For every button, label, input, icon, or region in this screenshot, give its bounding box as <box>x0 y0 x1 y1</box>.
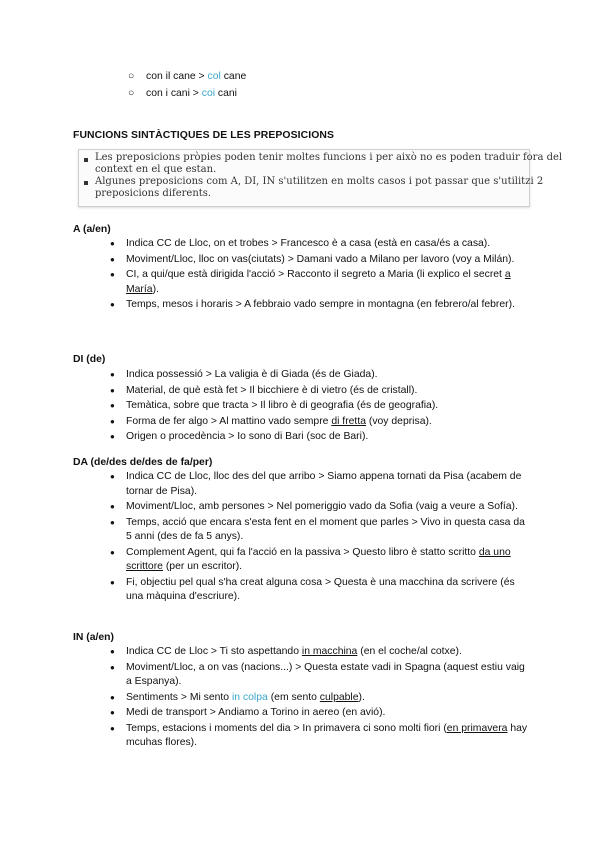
list-item-text: Temps, estacions i moments del dia > In primavera ci sono molti fiori ( <box>126 722 447 734</box>
square-bullet-icon <box>84 181 88 185</box>
list-item-text: Forma de fer algo > Al mattino vado sempre <box>126 415 332 427</box>
list-item-text: da uno scrittore <box>126 546 511 572</box>
section-title: FUNCIONS SINTÀCTIQUES DE LES PREPOSICIONS <box>73 130 335 141</box>
list-item-text: ). <box>358 691 365 703</box>
list-item-text: Temps, mesos i horaris > A febbraio vado sempre in montagna (en febrero/al febrer). <box>126 299 515 310</box>
list-item-text: Indica possessió > La valigia è di Giada (és de Giada). <box>126 369 378 380</box>
list-item-text: CI, a qui/que està dirigida l'acció > Racconto il segreto a Maria (li explico el secret <box>126 269 505 280</box>
list-item <box>110 706 530 721</box>
list-item-text: en primavera <box>446 722 508 734</box>
list-item-text: Moviment/Lloc, amb persones > Nel pomeriggio vado da Sofia (vaig a veure a Sofía). <box>126 501 518 512</box>
list-item-text: Moviment/Lloc, lloc on vas(ciutats) > Damani vado a Milano per lavoro (voy a Milán). <box>126 253 515 265</box>
note-line: context en el que estan. <box>95 164 217 175</box>
list-item-text: Sentiments > Mi sento <box>126 691 232 703</box>
list-item <box>110 399 530 414</box>
list-item-text: Medi de transport > Andiamo a Torino in aereo (en avió). <box>126 707 386 718</box>
group-heading: A (a/en) <box>73 224 111 235</box>
list-item-text: Moviment/Lloc, a on vas (nacions...) > Questa estate vadi in Spagna (aquest estiu vaig a Espanya). <box>126 661 525 687</box>
list-item-text: (en el coche/al cotxe). <box>357 646 462 657</box>
hollow-bullet-icon: ○ <box>128 88 135 99</box>
list-item-text: Material, de què està fet > Il bicchiere è di vietro (és de cristall). <box>126 384 418 396</box>
group-list <box>110 470 530 606</box>
group-list <box>110 645 530 752</box>
list-item <box>110 268 530 297</box>
group-heading: DI (de) <box>73 354 106 365</box>
list-item <box>110 516 530 545</box>
list-item-text: (voy deprisa). <box>365 415 432 427</box>
list-item-text: (em sento <box>267 691 320 703</box>
list-item-text: Fi, objectiu pel qual s'ha creat alguna cosa > Questa è una macchina da scrivere (és una màquina d'escriure). <box>126 576 515 602</box>
note-line: Les preposicions pròpies poden tenir moltes funcions i per això no es poden traduir fora del <box>95 152 563 163</box>
list-item-text: hay mcuhas flores). <box>126 722 528 748</box>
square-bullet-icon <box>84 158 88 162</box>
list-item-text: ). <box>152 283 159 295</box>
list-item-text: in colpa <box>231 691 268 703</box>
list-item <box>110 645 530 660</box>
group-heading: IN (a/en) <box>73 632 114 643</box>
list-item <box>110 415 530 430</box>
list-item <box>110 661 530 690</box>
list-item <box>110 546 530 575</box>
list-item-text: Temàtica, sobre que tracta > Il libro è di geografia (és de geografia). <box>126 400 439 411</box>
list-item <box>110 384 530 399</box>
list-item <box>110 722 530 751</box>
list-item-text: Complement Agent, qui fa l'acció en la passiva > Questo libro è statto scritto <box>126 546 479 558</box>
list-item <box>110 368 530 383</box>
list-item <box>110 691 530 706</box>
list-item-text: a María <box>126 269 511 295</box>
pasted-note-image <box>78 149 563 207</box>
note-line: preposicions diferents. <box>95 188 212 199</box>
hollow-bullet-icon: ○ <box>128 71 135 82</box>
list-item-text: di fretta <box>331 415 366 427</box>
list-item-text: Indica CC de Lloc > Ti sto aspettando <box>126 646 302 657</box>
group-heading: DA (de/des de/des de fa/per) <box>73 457 213 468</box>
list-item-text: Origen o procedència > Io sono di Bari (soc de Bari). <box>126 431 369 442</box>
note-line: Algunes preposicions com A, DI, IN s'utilitzen en molts casos i pot passar que s'utilitzi 2 <box>95 176 544 187</box>
circle-list-item: ○ con il cane > col cane <box>128 71 247 82</box>
list-item <box>110 500 530 515</box>
list-item-text: Indica CC de Lloc, lloc des del que arribo > Siamo appena tornati da Pisa (acabem de tornar de Pisa). <box>126 471 522 497</box>
list-item <box>110 576 530 605</box>
list-item-text: Temps, acció que encara s'esta fent en el moment que parles > Vivo in questa casa da 5 anni (des de fa 5 anys). <box>126 516 525 542</box>
circle-list-item: ○ con i cani > coi cani <box>128 88 237 99</box>
list-item <box>110 253 530 268</box>
list-item <box>110 470 530 499</box>
list-item <box>110 430 530 445</box>
list-item-text: culpable <box>319 691 359 703</box>
list-item-text: (per un escritor). <box>162 561 243 572</box>
list-item-text: Indica CC de Lloc, on et trobes > Francesco è a casa (està en casa/és a casa). <box>126 238 491 249</box>
list-item <box>110 237 530 252</box>
list-item-text: in macchina <box>301 646 358 657</box>
list-item <box>110 298 530 313</box>
group-list <box>110 237 530 314</box>
group-list <box>110 368 530 446</box>
